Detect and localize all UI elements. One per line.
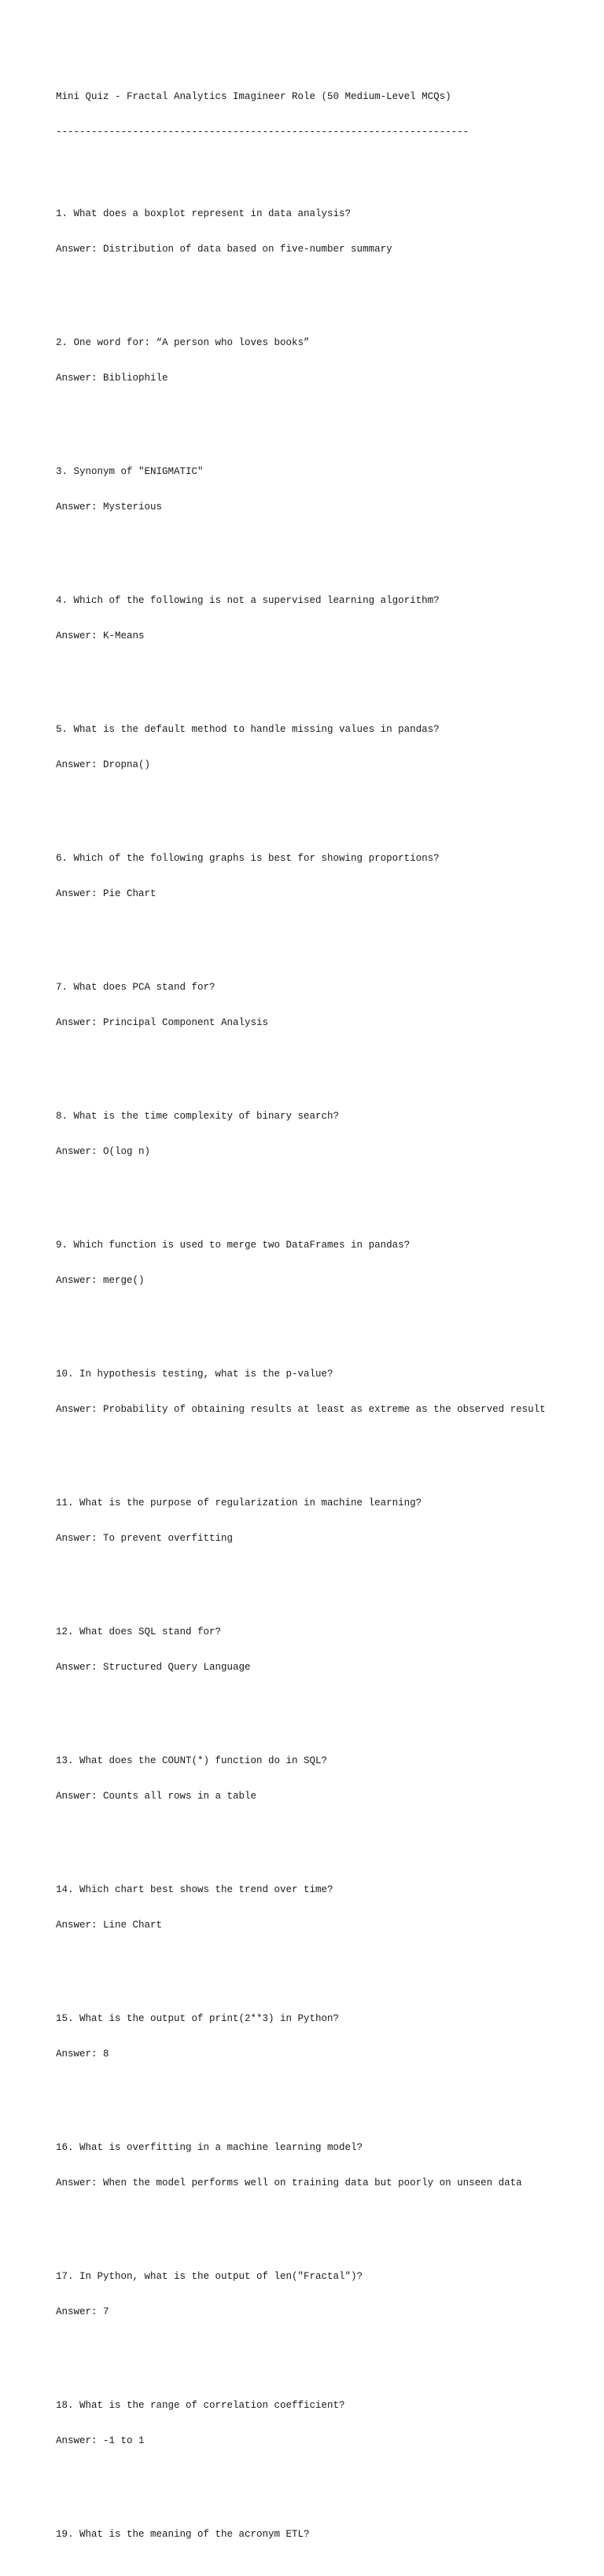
question-text: 12. What does SQL stand for? bbox=[56, 1626, 222, 1637]
question-text: 11. What is the purpose of regularization in machine learning? bbox=[56, 1497, 422, 1508]
qa-item-17 bbox=[56, 2247, 591, 2342]
qa-item-4 bbox=[56, 571, 591, 666]
answer-text: Answer: Structured Query Language bbox=[56, 1662, 251, 1673]
answer-text: Answer: merge() bbox=[56, 1275, 145, 1286]
answer-text: Answer: Line Chart bbox=[56, 1920, 163, 1931]
question-text: 4. Which of the following is not a supervised learning algorithm? bbox=[56, 595, 440, 606]
question-text: 7. What does PCA stand for? bbox=[56, 982, 215, 993]
question-text: 14. Which chart best shows the trend over time? bbox=[56, 1884, 333, 1895]
qa-item-7 bbox=[56, 958, 591, 1053]
question-text: 3. Synonym of "ENIGMATIC" bbox=[56, 466, 204, 477]
answer-text: Answer: Pie Chart bbox=[56, 888, 157, 899]
answer-text: Answer: Distribution of data based on five-number summary bbox=[56, 244, 392, 255]
qa-item-16 bbox=[56, 2118, 591, 2213]
qa-item-13 bbox=[56, 1732, 591, 1826]
answer-text: Answer: Mysterious bbox=[56, 502, 163, 513]
title-underline: ---------------------------------------------------------------------- bbox=[56, 127, 470, 138]
question-text: 17. In Python, what is the output of len("Fractal")? bbox=[56, 2271, 363, 2282]
qa-item-9 bbox=[56, 1216, 591, 1310]
answer-text: Answer: Counts all rows in a table bbox=[56, 1791, 257, 1802]
qa-item-18 bbox=[56, 2376, 591, 2471]
question-text: 5. What is the default method to handle missing values in pandas? bbox=[56, 724, 440, 735]
qa-item-2 bbox=[56, 314, 591, 408]
question-text: 15. What is the output of print(2**3) in Python? bbox=[56, 2013, 340, 2024]
answer-text: Answer: Probability of obtaining results at least as extreme as the observed result bbox=[56, 1404, 546, 1415]
qa-item-5 bbox=[56, 700, 591, 795]
qa-item-10 bbox=[56, 1345, 591, 1439]
qa-item-11 bbox=[56, 1474, 591, 1568]
qa-item-8 bbox=[56, 1087, 591, 1181]
qa-item-6 bbox=[56, 829, 591, 924]
answer-text: Answer: -1 to 1 bbox=[56, 2435, 145, 2446]
answer-text: Answer: When the model performs well on training data but poorly on unseen data bbox=[56, 2177, 522, 2188]
answer-text: Answer: To prevent overfitting bbox=[56, 1533, 234, 1544]
answer-text: Answer: O(log n) bbox=[56, 1146, 151, 1157]
qa-item-1 bbox=[56, 185, 591, 279]
qa-item-19 bbox=[56, 2505, 591, 2564]
answer-text: Answer: Bibliophile bbox=[56, 373, 168, 384]
question-text: 6. Which of the following graphs is best for showing proportions? bbox=[56, 853, 440, 864]
question-text: 13. What does the COUNT(*) function do in SQL? bbox=[56, 1755, 328, 1766]
qa-item-15 bbox=[56, 1990, 591, 2084]
qa-item-14 bbox=[56, 1861, 591, 1955]
document-title: Mini Quiz - Fractal Analytics Imagineer Role (50 Medium-Level MCQs) bbox=[56, 91, 451, 102]
question-text: 8. What is the time complexity of binary search? bbox=[56, 1111, 340, 1122]
answer-text: Answer: 7 bbox=[56, 2306, 109, 2317]
qa-item-3 bbox=[56, 443, 591, 537]
question-text: 2. One word for: “A person who loves books” bbox=[56, 337, 310, 348]
qa-item-12 bbox=[56, 1603, 591, 1697]
question-text: 18. What is the range of correlation coefficient? bbox=[56, 2400, 345, 2411]
answer-text: Answer: 8 bbox=[56, 2049, 109, 2060]
answer-text: Answer: K-Means bbox=[56, 630, 145, 641]
question-text: 10. In hypothesis testing, what is the p-value? bbox=[56, 1369, 333, 1380]
question-text: 1. What does a boxplot represent in data analysis? bbox=[56, 208, 352, 219]
answer-text: Answer: Dropna() bbox=[56, 759, 151, 770]
question-text: 16. What is overfitting in a machine learning model? bbox=[56, 2142, 363, 2153]
question-text: 9. Which function is used to merge two DataFrames in pandas? bbox=[56, 1240, 411, 1251]
document-page bbox=[56, 68, 591, 2576]
answer-text: Answer: Principal Component Analysis bbox=[56, 1017, 269, 1028]
question-text: 19. What is the meaning of the acronym ETL? bbox=[56, 2529, 310, 2540]
